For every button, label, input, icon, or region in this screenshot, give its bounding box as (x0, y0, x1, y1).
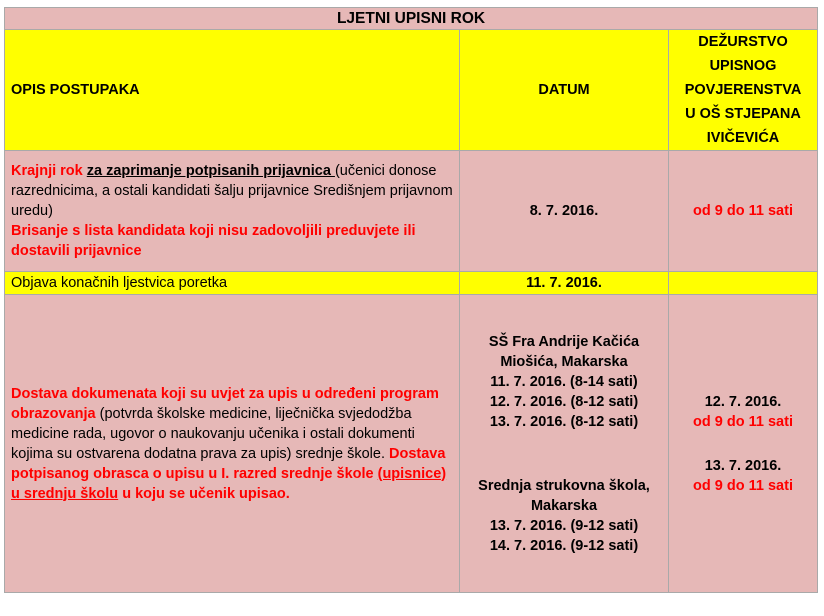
title-row (5, 8, 818, 30)
enrollment-form-end: u koju se učenik upisao. (118, 485, 290, 502)
table-row (5, 151, 818, 272)
school1-date: 13. 7. 2016. (8-12 sati) (489, 413, 639, 430)
spacer (675, 432, 811, 456)
table-row (5, 272, 818, 295)
deadline-subject: za zaprimanje potpisanih prijavnica (86, 163, 335, 179)
table-title: LJETNI UPISNI ROK (5, 8, 818, 30)
documents-details: (potvrda školske medicine, liječnička svjedodžba medicine rada, ugovor o naukovanju učenika i ostali dokumenti kojima su ostvarena dodatna prava za upis) srednje škole. (11, 405, 415, 462)
school-term: u srednju školu (11, 485, 119, 502)
header-row (5, 30, 818, 151)
row1-description (5, 151, 460, 272)
school2-name: Srednja strukovna škola, (478, 477, 650, 494)
row2-date: 11. 7. 2016. (460, 272, 669, 295)
header-duty-line: UPISNOG (709, 58, 777, 74)
row3-description (5, 295, 460, 593)
duty-date: 13. 7. 2016. (704, 457, 782, 474)
deadline-label: Krajnji rok (11, 163, 83, 179)
deadline-details: (učenici donose razrednicima, a ostali kandidati šalju prijavnice Središnjem prijavnom uredu) (11, 163, 453, 219)
school2-date: 14. 7. 2016. (9-12 sati) (489, 537, 639, 554)
header-duty-line: U OŠ STJEPANA (685, 106, 801, 122)
school2-date: 13. 7. 2016. (9-12 sati) (489, 517, 639, 534)
school1-name: Miošića, Makarska (500, 353, 628, 370)
row1-duty: od 9 do 11 sati (669, 151, 818, 272)
school2-name: Makarska (530, 497, 598, 514)
duty-time: od 9 do 11 sati (693, 477, 793, 494)
row2-duty (669, 272, 818, 295)
removal-notice: Brisanje s lista kandidata koji nisu zadovoljili preduvjete ili dostavili prijavnice (11, 223, 416, 259)
header-duty-line: IVIČEVIĆA (706, 130, 780, 146)
table-row (5, 295, 818, 593)
enrollment-form-notice: Dostava potpisanog obrasca o upisu u I. razred srednje škole (11, 445, 446, 482)
duty-time: od 9 do 11 sati (693, 413, 793, 430)
row1-date: 8. 7. 2016. (460, 151, 669, 272)
header-duty (669, 30, 818, 151)
header-duty-line: DEŽURSTVO (698, 34, 788, 50)
row3-duty (669, 295, 818, 593)
spacer (466, 432, 662, 476)
header-opis: OPIS POSTUPAKA (5, 30, 460, 151)
header-datum: DATUM (460, 30, 669, 151)
school1-name: SŠ Fra Andrije Kačića (488, 333, 640, 350)
school1-date: 11. 7. 2016. (8-14 sati) (490, 373, 638, 390)
header-duty-line: POVJERENSTVA (684, 82, 802, 98)
row3-dates (460, 295, 669, 593)
school1-date: 12. 7. 2016. (8-12 sati) (489, 393, 639, 410)
enrollment-schedule-table (4, 7, 818, 593)
row1-deadline-text (11, 161, 453, 221)
upisnice-term: (upisnice) (377, 465, 447, 482)
documents-notice: Dostava dokumenata koji su uvjet za upis u određeni program obrazovanja (11, 385, 439, 422)
duty-date: 12. 7. 2016. (704, 393, 782, 410)
row2-description: Objava konačnih ljestvica poretka (5, 272, 460, 295)
